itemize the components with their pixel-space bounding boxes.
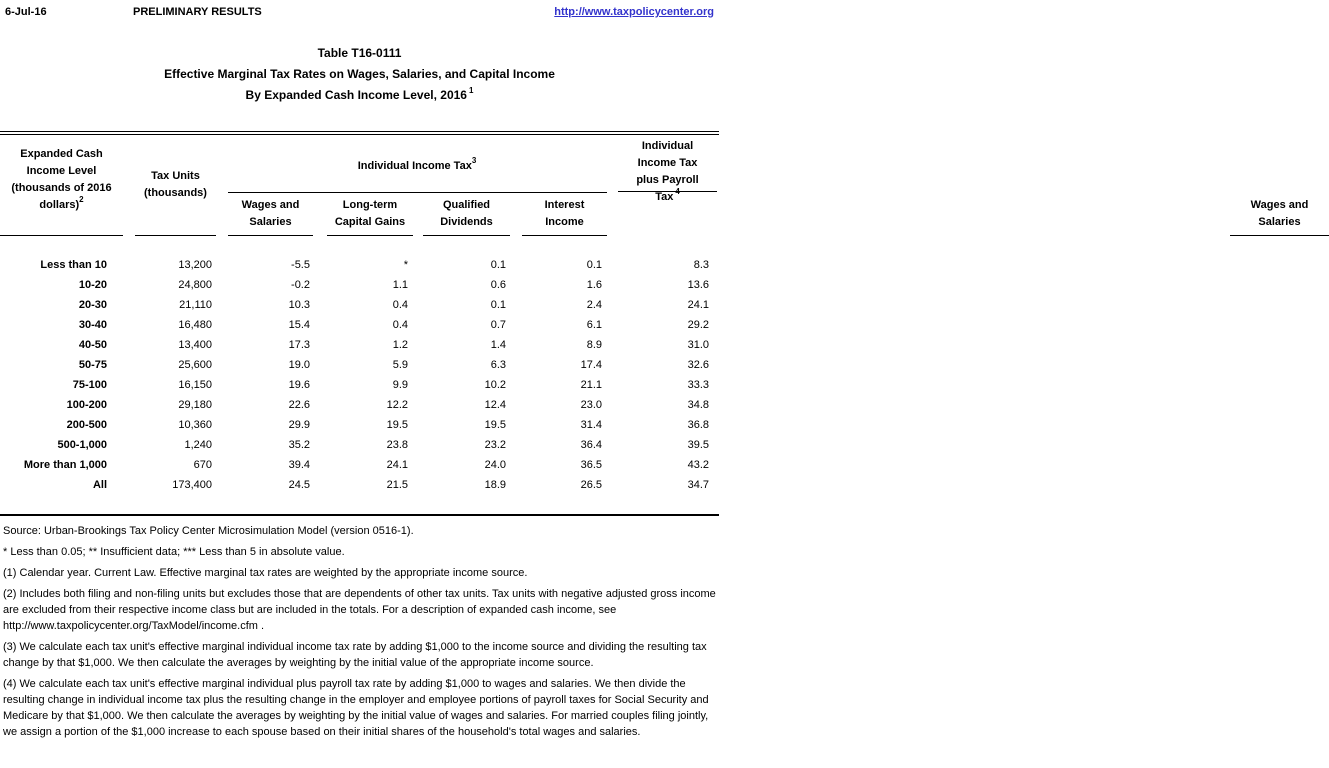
table-row (0, 375, 719, 395)
table-number: Table T16-0111 (317, 46, 402, 60)
tax-units-cell: 1,240 (184, 439, 212, 451)
qualified-dividends-cell: 0.7 (490, 319, 506, 331)
wages-salaries-cell: -0.2 (291, 279, 310, 291)
wages-salaries-cell: 17.3 (288, 339, 310, 351)
qualified-dividends-cell: 24.0 (484, 459, 506, 471)
wages-salaries-cell: 35.2 (288, 439, 310, 451)
capital-gains-cell: 9.9 (392, 379, 408, 391)
iit-group-underline (228, 192, 607, 193)
tax-rate-table (0, 131, 1309, 516)
wages-salaries-cell: 29.9 (288, 419, 310, 431)
interest-income-cell: 26.5 (580, 479, 602, 491)
payroll-wages-cell: 33.3 (687, 379, 709, 391)
table-subtitle (0, 85, 719, 106)
capital-gains-cell: 21.5 (386, 479, 408, 491)
interest-income-header-text: Interest Income (544, 199, 585, 228)
payroll-wages-cell: 31.0 (687, 339, 709, 351)
income-level-cell: 100-200 (66, 399, 107, 411)
source-note: Source: Urban-Brookings Tax Policy Center Microsimulation Model (version 0516-1). (3, 525, 414, 537)
income-level-cell: 10-20 (78, 279, 107, 291)
income-level-cell: 50-75 (78, 359, 107, 371)
wages-salaries-cell: 19.0 (288, 359, 310, 371)
capital-gains-cell: 1.1 (392, 279, 408, 291)
wages-salaries-cell: 22.6 (288, 399, 310, 411)
capital-gains-cell: 19.5 (386, 419, 408, 431)
iit-payroll-group-text: Individual Income Tax plus Payroll Tax (636, 140, 699, 203)
interest-income-cell: 0.1 (586, 259, 602, 271)
table-row (0, 255, 719, 275)
tax-units-cell: 16,480 (178, 319, 212, 331)
column-header-income-level (0, 135, 123, 236)
table-row (0, 335, 719, 355)
table-row (0, 455, 719, 475)
tax-units-cell: 16,150 (178, 379, 212, 391)
payroll-wages-cell: 43.2 (687, 459, 709, 471)
column-header-payroll-wages-salaries (1230, 197, 1329, 236)
topbar (0, 0, 719, 26)
tax-units-cell: 13,200 (178, 259, 212, 271)
footnote-ref-4: 4 (675, 187, 680, 197)
tax-units-cell: 670 (193, 459, 212, 471)
table-row (0, 275, 719, 295)
table-row (0, 295, 719, 315)
table-row (0, 475, 719, 495)
tax-units-cell: 13,400 (178, 339, 212, 351)
preliminary-results-label: PRELIMINARY RESULTS (133, 6, 262, 18)
qualified-dividends-cell: 18.9 (484, 479, 506, 491)
title-block (0, 43, 719, 106)
table-row (0, 355, 719, 375)
symbols-note: * Less than 0.05; ** Insufficient data; *** Less than 5 in absolute value. (3, 546, 345, 558)
table-row (0, 435, 719, 455)
footnotes (0, 516, 719, 740)
capital-gains-cell: * (403, 259, 408, 271)
interest-income-cell: 31.4 (580, 419, 602, 431)
interest-income-cell: 36.5 (580, 459, 602, 471)
income-level-cell: 200-500 (66, 419, 107, 431)
table-body (0, 236, 719, 495)
qualified-dividends-cell: 23.2 (484, 439, 506, 451)
payroll-wages-cell: 24.1 (687, 299, 709, 311)
tax-units-cell: 10,360 (178, 419, 212, 431)
column-header-qualified-dividends (423, 197, 510, 236)
interest-income-cell: 17.4 (580, 359, 602, 371)
column-header-longterm-capital-gains (327, 197, 413, 236)
capital-gains-cell: 23.8 (386, 439, 408, 451)
income-level-cell: 30-40 (78, 319, 107, 331)
income-level-cell: 20-30 (78, 299, 107, 311)
qualified-dividends-cell: 0.6 (490, 279, 506, 291)
wages-salaries-cell: -5.5 (291, 259, 310, 271)
footnote-2: (2) Includes both filing and non-filing units but excludes those that are dependents of other tax units. Tax units with negative adjusted gross income are excluded from their respective income class but are included in the totals. For a description of expanded cash income, see http://www.taxpolicycenter.org/TaxModel/income.cfm . (3, 588, 716, 632)
report-date: 6-Jul-16 (5, 6, 47, 18)
payroll-wages-cell: 29.2 (687, 319, 709, 331)
group-header-iit-plus-payroll (618, 135, 717, 203)
wages-salaries-cell: 15.4 (288, 319, 310, 331)
wages-salaries-cell: 24.5 (288, 479, 310, 491)
table-row (0, 415, 719, 435)
payroll-wages-cell: 13.6 (687, 279, 709, 291)
column-header-interest-income (522, 197, 607, 236)
interest-income-cell: 36.4 (580, 439, 602, 451)
iit-group-text: Individual Income Tax (357, 160, 472, 172)
capital-gains-cell: 5.9 (392, 359, 408, 371)
payroll-wages-cell: 34.7 (687, 479, 709, 491)
capital-gains-cell: 0.4 (392, 299, 408, 311)
individual-income-tax-group (222, 135, 612, 236)
wages-salaries-header-text: Wages and Salaries (241, 199, 300, 228)
footnote-ref-3: 3 (471, 156, 477, 166)
qualified-dividends-cell: 10.2 (484, 379, 506, 391)
table-bottom-spacer (0, 495, 719, 514)
footnote-ref-2: 2 (79, 195, 84, 205)
group-header-individual-income-tax (222, 158, 612, 175)
qualified-dividends-header-text: Qualified Dividends (440, 199, 493, 228)
table-header (0, 135, 1309, 236)
qualified-dividends-cell: 1.4 (490, 339, 506, 351)
subtitle-text: By Expanded Cash Income Level, 2016 (245, 88, 467, 102)
tax-units-cell: 173,400 (172, 479, 212, 491)
taxpolicycenter-link[interactable]: http://www.taxpolicycenter.org (554, 6, 714, 18)
table-row (0, 315, 719, 335)
capital-gains-cell: 0.4 (392, 319, 408, 331)
tax-units-cell: 21,110 (179, 299, 212, 311)
payroll-wages-cell: 39.5 (687, 439, 709, 451)
income-level-cell: More than 1,000 (23, 459, 107, 471)
table-title: Effective Marginal Tax Rates on Wages, Salaries, and Capital Income (164, 67, 555, 81)
capital-gains-cell: 12.2 (386, 399, 408, 411)
footnote-1: (1) Calendar year. Current Law. Effective marginal tax rates are weighted by the appropriate income source. (3, 567, 528, 579)
qualified-dividends-cell: 12.4 (484, 399, 506, 411)
income-level-cell: 75-100 (72, 379, 107, 391)
income-level-cell: Less than 10 (40, 259, 107, 271)
income-level-cell: 40-50 (78, 339, 107, 351)
payroll-wages-cell: 36.8 (687, 419, 709, 431)
iit-plus-payroll-group (612, 135, 1309, 236)
interest-income-cell: 2.4 (586, 299, 602, 311)
capital-gains-header-text: Long-term Capital Gains (334, 199, 406, 228)
tax-units-cell: 24,800 (178, 279, 212, 291)
footnote-ref-1: 1 (468, 86, 474, 95)
payroll-wages-cell: 34.8 (687, 399, 709, 411)
interest-income-cell: 6.1 (586, 319, 602, 331)
income-level-cell: 500-1,000 (57, 439, 107, 451)
payroll-wages-header-text: Wages and Salaries (1250, 199, 1309, 228)
payroll-wages-cell: 8.3 (693, 259, 709, 271)
tax-units-header-text: Tax Units (thousands) (144, 170, 207, 199)
table-row (0, 395, 719, 415)
payroll-wages-cell: 32.6 (687, 359, 709, 371)
interest-income-cell: 23.0 (580, 399, 602, 411)
qualified-dividends-cell: 6.3 (490, 359, 506, 371)
tax-units-cell: 29,180 (178, 399, 212, 411)
wages-salaries-cell: 10.3 (288, 299, 310, 311)
qualified-dividends-cell: 0.1 (490, 299, 506, 311)
income-level-header-text: Expanded Cash Income Level (thousands of 2016 dollars) (11, 148, 112, 211)
wages-salaries-cell: 39.4 (288, 459, 310, 471)
table-bottom-rule (0, 514, 719, 516)
interest-income-cell: 21.1 (580, 379, 602, 391)
qualified-dividends-cell: 19.5 (484, 419, 506, 431)
qualified-dividends-cell: 0.1 (490, 259, 506, 271)
interest-income-cell: 1.6 (586, 279, 602, 291)
column-header-wages-salaries (228, 197, 313, 236)
wages-salaries-cell: 19.6 (288, 379, 310, 391)
tax-units-cell: 25,600 (178, 359, 212, 371)
interest-income-cell: 8.9 (586, 339, 602, 351)
income-level-cell: All (92, 479, 107, 491)
capital-gains-cell: 24.1 (386, 459, 408, 471)
footnote-4: (4) We calculate each tax unit's effective marginal individual plus payroll tax rate by adding $1,000 to wages and salaries. We then divide the resulting change in individual income tax plus the resulting change in the employer and employee portions of payroll taxes for Social Security and Medicare by that $1,000. We then calculate the averages by weighting by the initial value of wages and salaries. For married couples filing jointly, we assign a portion of the $1,000 increase to each spouse based on their initial shares of the household's total wages and salaries. (3, 678, 709, 738)
capital-gains-cell: 1.2 (392, 339, 408, 351)
column-header-tax-units (135, 135, 216, 236)
footnote-3: (3) We calculate each tax unit's effective marginal individual income tax rate by adding $1,000 to the income source and dividing the resulting tax change by that $1,000. We then calculate the averages by weighting by the initial value of the appropriate income source. (3, 641, 707, 669)
